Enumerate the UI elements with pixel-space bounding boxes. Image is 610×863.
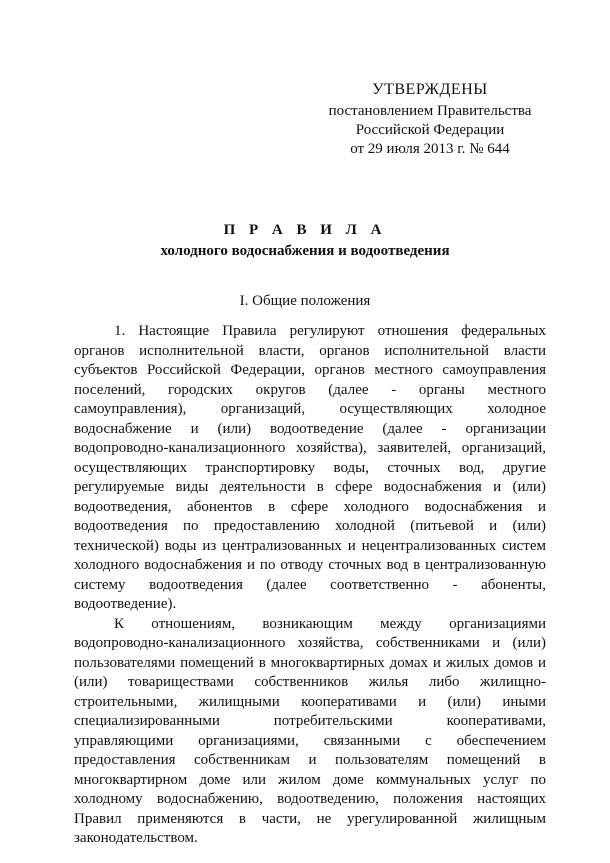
title-main: П Р А В И Л А [223,222,387,238]
title-subtitle: холодного водоснабжения и водоотведения [160,243,450,259]
approval-heading: УТВЕРЖДЕНЫ [372,81,488,98]
approval-stamp [300,80,560,159]
approval-line-1: постановлением Правительства [328,103,532,119]
document-body [74,322,546,849]
section-heading: I. Общие положения [239,293,371,309]
paragraph: 1. Настоящие Правила регулируют отношения федеральных органов исполнительной власти, органов исполнительной власти субъектов Российской Федерации, органов местного самоуправления поселений, городских округов (далее - органы местного самоуправления), организаций, осуществляющих холодное водоснабжение и (или) водоотведение (далее - организации водопроводно-канализационного хозяйства), заявителей, организаций, осуществляющих транспортировку воды, сточных вод, другие регулируемые виды деятельности в сфере водоснабжения и (или) водоотведения, абонентов в сфере холодного водоснабжения и водоотведения по предоставлению холодной (питьевой и (или) технической) воды из централизованных и нецентрализованных систем холодного водоснабжения и по отводу сточных вод в централизованную систему водоотведения (далее соответственно - абоненты, водоотведение). [74,323,546,612]
document-title [0,221,610,261]
paragraph: К отношениям, возникающим между организациями водопроводно-канализационного хозяйства, собственниками и (или) пользователями помещений в многоквартирных домах и жилых домов и (или) товариществами собственников жилья либо жилищно-строительными, жилищными кооперативами и (или) иными специализированными потребительскими кооперативами, управляющими организациями, связанными с обеспечением предоставления собственникам и пользователям помещений в многоквартирном доме или жилом доме коммунальных услуг по холодному водоснабжению, водоотведению, положения настоящих Правил применяются в части, не урегулированной жилищным законодательством. [74,615,546,846]
approval-line-2: Российской Федерации [355,122,505,138]
approval-line-3: от 29 июля 2013 г. № 644 [350,141,510,157]
